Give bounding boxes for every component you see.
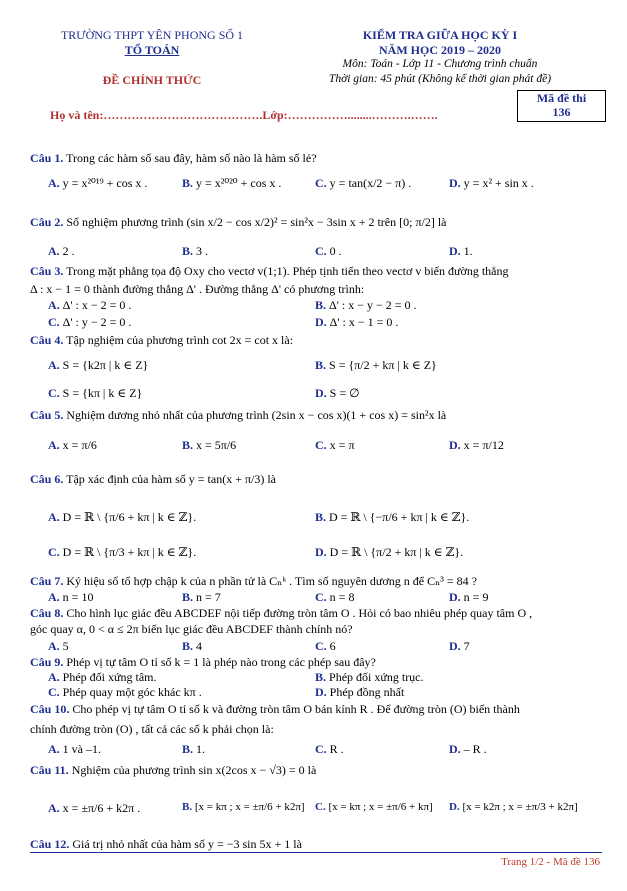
option-b[interactable] bbox=[315, 358, 437, 373]
option-letter: D. bbox=[315, 545, 330, 559]
option-c[interactable] bbox=[315, 244, 342, 259]
option-text: y = x²⁰¹⁹ + cos x . bbox=[62, 176, 148, 190]
name-class-line: Họ và tên:………………………………….Lớp:……………........……….……. bbox=[50, 108, 438, 122]
option-text: Phép đối xứng trục. bbox=[329, 670, 424, 684]
question-text: Tập xác định của hàm số y = tan(x + π/3) là bbox=[66, 472, 277, 486]
option-a[interactable] bbox=[48, 298, 131, 313]
option-c[interactable] bbox=[315, 742, 344, 757]
question-label: Câu 5. bbox=[30, 408, 64, 422]
question-10-stem-cont: chính đường tròn (O) , tất cả các số k phải chọn là: bbox=[30, 722, 274, 736]
exam-code-box bbox=[517, 90, 606, 122]
option-letter: C. bbox=[48, 685, 63, 699]
option-letter: B. bbox=[315, 670, 330, 684]
option-letter: A. bbox=[48, 298, 63, 312]
option-d[interactable] bbox=[449, 176, 534, 191]
option-text: R . bbox=[329, 742, 344, 756]
option-letter: C. bbox=[315, 639, 330, 653]
option-letter: A. bbox=[48, 670, 63, 684]
question-text: Cho hình lục giác đều ABCDEF nội tiếp đường tròn tâm O . Hỏi có bao nhiêu phép quay tâm O , bbox=[66, 606, 533, 620]
question-3-stem bbox=[30, 264, 509, 278]
option-a[interactable] bbox=[48, 639, 69, 654]
option-text: y = x² + sin x . bbox=[463, 176, 534, 190]
option-letter: A. bbox=[48, 176, 63, 190]
option-b[interactable] bbox=[182, 176, 281, 191]
official-label: ĐỀ CHÍNH THỨC bbox=[102, 73, 202, 87]
option-b[interactable] bbox=[315, 298, 417, 313]
subject-line: Môn: Toán - Lớp 11 - Chương trình chuẩn bbox=[342, 58, 538, 70]
option-b[interactable] bbox=[182, 639, 202, 654]
option-letter: B. bbox=[182, 438, 197, 452]
option-text: [x = kπ ; x = ±π/6 + kπ] bbox=[328, 801, 433, 813]
question-label: Câu 9. bbox=[30, 655, 64, 669]
option-letter: D. bbox=[449, 244, 464, 258]
option-c[interactable] bbox=[315, 801, 433, 813]
question-10-stem bbox=[30, 702, 520, 716]
question-8-stem bbox=[30, 606, 532, 620]
option-letter: B. bbox=[182, 742, 197, 756]
question-label: Câu 11. bbox=[30, 763, 69, 777]
option-text: n = 10 bbox=[62, 590, 94, 604]
option-c[interactable] bbox=[48, 545, 196, 560]
option-letter: C. bbox=[315, 801, 329, 813]
option-text: Δ' : y − 2 = 0 . bbox=[62, 315, 132, 329]
option-text: D = ℝ \ {π/2 + kπ | k ∈ ℤ}. bbox=[329, 545, 464, 559]
option-c[interactable] bbox=[315, 176, 411, 191]
option-letter: B. bbox=[182, 244, 197, 258]
option-c[interactable] bbox=[315, 590, 354, 605]
question-text: Cho phép vị tự tâm O tỉ số k và đường tròn tâm O bán kính R . Để đường tròn (O) biến thành bbox=[72, 702, 520, 716]
question-6-stem bbox=[30, 472, 276, 486]
option-d[interactable] bbox=[449, 801, 578, 813]
school-name: TRƯỜNG THPT YÊN PHONG SỐ 1 bbox=[60, 28, 244, 42]
option-letter: B. bbox=[315, 298, 330, 312]
option-letter: D. bbox=[449, 176, 464, 190]
option-b[interactable] bbox=[182, 801, 305, 813]
option-text: 6 bbox=[329, 639, 336, 653]
option-text: 2 . bbox=[62, 244, 75, 258]
option-d[interactable] bbox=[449, 244, 473, 259]
option-c[interactable] bbox=[315, 639, 336, 654]
question-label: Câu 4. bbox=[30, 333, 64, 347]
option-a[interactable] bbox=[48, 244, 75, 259]
question-text: Trong các hàm số sau đây, hàm số nào là hàm số lẻ? bbox=[66, 151, 317, 165]
option-text: n = 9 bbox=[463, 590, 489, 604]
option-letter: C. bbox=[315, 590, 330, 604]
question-label: Câu 8. bbox=[30, 606, 64, 620]
option-letter: A. bbox=[48, 639, 63, 653]
option-b[interactable] bbox=[315, 670, 424, 685]
question-text: Nghiệm của phương trình sin x(2cos x − √3) = 0 là bbox=[71, 763, 317, 777]
option-d[interactable] bbox=[449, 742, 487, 757]
question-8-stem-cont: góc quay α, 0 < α ≤ 2π biến lục giác đều ABCDEF thành chính nó? bbox=[30, 622, 353, 636]
option-letter: C. bbox=[315, 244, 330, 258]
question-label: Câu 3. bbox=[30, 264, 64, 278]
question-label: Câu 1. bbox=[30, 151, 64, 165]
question-label: Câu 7. bbox=[30, 574, 64, 588]
question-3-stem-cont: Δ : x − 1 = 0 thành đường thẳng Δ' . Đường thẳng Δ' có phương trình: bbox=[30, 282, 365, 296]
option-letter: C. bbox=[48, 545, 63, 559]
question-text: Giá trị nhỏ nhất của hàm số y = −3 sin 5x + 1 là bbox=[72, 837, 302, 851]
option-letter: A. bbox=[48, 510, 63, 524]
option-letter: D. bbox=[315, 386, 330, 400]
question-5-stem bbox=[30, 408, 446, 422]
question-text: Nghiệm dương nhỏ nhất của phương trình (2sin x − cos x)(1 + cos x) = sin²x là bbox=[66, 408, 447, 422]
option-a[interactable] bbox=[48, 742, 101, 757]
option-letter: A. bbox=[48, 358, 63, 372]
option-letter: D. bbox=[449, 801, 463, 813]
option-text: 7 bbox=[463, 639, 470, 653]
time-line: Thời gian: 45 phút (Không kể thời gian phát đề) bbox=[328, 73, 552, 85]
option-b[interactable] bbox=[182, 590, 221, 605]
option-text: 0 . bbox=[329, 244, 342, 258]
option-a[interactable] bbox=[48, 670, 157, 685]
option-letter: B. bbox=[315, 358, 330, 372]
question-text: Số nghiệm phương trình (sin x/2 − cos x/2)² = sin²x − 3sin x + 2 trên [0; π/2] là bbox=[66, 215, 447, 229]
exam-title: KIỂM TRA GIỮA HỌC KỲ I bbox=[362, 28, 518, 42]
option-letter: B. bbox=[182, 590, 197, 604]
option-text: x = 5π/6 bbox=[196, 438, 237, 452]
question-12-stem bbox=[30, 837, 302, 851]
question-label: Câu 12. bbox=[30, 837, 70, 851]
option-letter: D. bbox=[449, 590, 464, 604]
option-letter: D. bbox=[449, 438, 464, 452]
option-text: y = tan(x/2 − π) . bbox=[329, 176, 412, 190]
option-d[interactable] bbox=[315, 545, 463, 560]
question-4-stem bbox=[30, 333, 293, 347]
option-text: Δ' : x − y − 2 = 0 . bbox=[329, 298, 417, 312]
option-letter: C. bbox=[315, 742, 330, 756]
option-letter: A. bbox=[48, 590, 63, 604]
option-d[interactable] bbox=[315, 685, 404, 700]
question-text: Trong mặt phẳng tọa độ Oxy cho vectơ v(1;1). Phép tịnh tiến theo vectơ v biến đường thẳng bbox=[66, 264, 509, 278]
question-7-stem bbox=[30, 574, 477, 588]
option-text: Δ' : x − 2 = 0 . bbox=[62, 298, 132, 312]
option-text: S = ∅ bbox=[329, 386, 360, 400]
option-text: n = 8 bbox=[329, 590, 355, 604]
option-letter: C. bbox=[48, 315, 63, 329]
option-text: 1 và –1. bbox=[62, 742, 101, 756]
option-text: – R . bbox=[463, 742, 487, 756]
option-text: x = ±π/6 + k2π . bbox=[62, 801, 141, 815]
option-b[interactable] bbox=[182, 742, 205, 757]
option-text: x = π/12 bbox=[463, 438, 504, 452]
option-letter: C. bbox=[315, 176, 330, 190]
option-c[interactable] bbox=[315, 438, 355, 453]
option-text: S = {π/2 + kπ | k ∈ Z} bbox=[329, 358, 437, 372]
option-letter: B. bbox=[315, 510, 330, 524]
option-text: [x = kπ ; x = ±π/6 + k2π] bbox=[194, 801, 305, 813]
option-letter: D. bbox=[449, 639, 464, 653]
option-letter: A. bbox=[48, 801, 63, 815]
option-letter: B. bbox=[182, 801, 195, 813]
option-a[interactable] bbox=[48, 590, 93, 605]
option-text: x = π/6 bbox=[62, 438, 97, 452]
question-2-stem bbox=[30, 215, 447, 229]
question-text: Phép vị tự tâm O tỉ số k = 1 là phép nào trong các phép sau đây? bbox=[66, 655, 376, 669]
option-a[interactable] bbox=[48, 358, 148, 373]
department-name: TỔ TOÁN bbox=[124, 43, 180, 57]
question-label: Câu 10. bbox=[30, 702, 70, 716]
option-letter: D. bbox=[315, 315, 330, 329]
option-text: D = ℝ \ {−π/6 + kπ | k ∈ ℤ}. bbox=[329, 510, 470, 524]
question-label: Câu 6. bbox=[30, 472, 64, 486]
option-text: 1. bbox=[196, 742, 206, 756]
option-text: 1. bbox=[463, 244, 473, 258]
option-text: D = ℝ \ {π/3 + kπ | k ∈ ℤ}. bbox=[62, 545, 197, 559]
option-b[interactable] bbox=[315, 510, 469, 525]
option-letter: A. bbox=[48, 244, 63, 258]
option-text: y = x²⁰²⁰ + cos x . bbox=[196, 176, 282, 190]
exam-code-label: Mã đề thi bbox=[536, 91, 587, 105]
option-d[interactable] bbox=[449, 639, 470, 654]
option-text: Δ' : x − 1 = 0 . bbox=[329, 315, 399, 329]
option-text: [x = k2π ; x = ±π/3 + k2π] bbox=[462, 801, 578, 813]
option-c[interactable] bbox=[48, 315, 131, 330]
option-letter: C. bbox=[315, 438, 330, 452]
option-text: n = 7 bbox=[196, 590, 221, 604]
school-year: NĂM HỌC 2019 – 2020 bbox=[379, 43, 501, 57]
question-11-stem bbox=[30, 763, 316, 777]
page-footer: Trang 1/2 - Mã đề 136 bbox=[501, 856, 600, 868]
option-letter: B. bbox=[182, 176, 197, 190]
option-text: Phép đối xứng tâm. bbox=[62, 670, 157, 684]
option-a[interactable] bbox=[48, 176, 147, 191]
option-text: 4 bbox=[196, 639, 203, 653]
option-text: x = π bbox=[329, 438, 355, 452]
option-letter: D. bbox=[449, 742, 464, 756]
option-letter: B. bbox=[182, 639, 197, 653]
question-9-stem bbox=[30, 655, 376, 669]
option-a[interactable] bbox=[48, 438, 97, 453]
question-1-stem bbox=[30, 151, 317, 165]
option-text: S = {k2π | k ∈ Z} bbox=[62, 358, 149, 372]
option-text: D = ℝ \ {π/6 + kπ | k ∈ ℤ}. bbox=[62, 510, 197, 524]
question-text: Ký hiệu số tổ hợp chập k của n phần tử là Cₙᵏ . Tìm số nguyên dương n để Cₙ³ = 84 ? bbox=[66, 574, 477, 588]
exam-code-value: 136 bbox=[552, 105, 571, 119]
option-text: 3 . bbox=[196, 244, 209, 258]
option-letter: A. bbox=[48, 438, 63, 452]
option-text: S = {kπ | k ∈ Z} bbox=[62, 386, 143, 400]
option-b[interactable] bbox=[182, 438, 236, 453]
option-text: Phép quay một góc khác kπ . bbox=[62, 685, 202, 699]
option-letter: C. bbox=[48, 386, 63, 400]
question-text: Tập nghiệm của phương trình cot 2x = cot x là: bbox=[66, 333, 294, 347]
option-d[interactable] bbox=[315, 386, 360, 401]
option-d[interactable] bbox=[449, 590, 488, 605]
option-text: 5 bbox=[62, 639, 69, 653]
option-d[interactable] bbox=[449, 438, 504, 453]
option-a[interactable] bbox=[48, 510, 196, 525]
option-letter: D. bbox=[315, 685, 330, 699]
option-a[interactable] bbox=[48, 801, 140, 816]
option-b[interactable] bbox=[182, 244, 208, 259]
option-d[interactable] bbox=[315, 315, 398, 330]
option-c[interactable] bbox=[48, 685, 202, 700]
option-c[interactable] bbox=[48, 386, 142, 401]
option-letter: A. bbox=[48, 742, 63, 756]
question-label: Câu 2. bbox=[30, 215, 64, 229]
footer-divider bbox=[30, 852, 602, 853]
option-text: Phép đồng nhất bbox=[329, 685, 405, 699]
